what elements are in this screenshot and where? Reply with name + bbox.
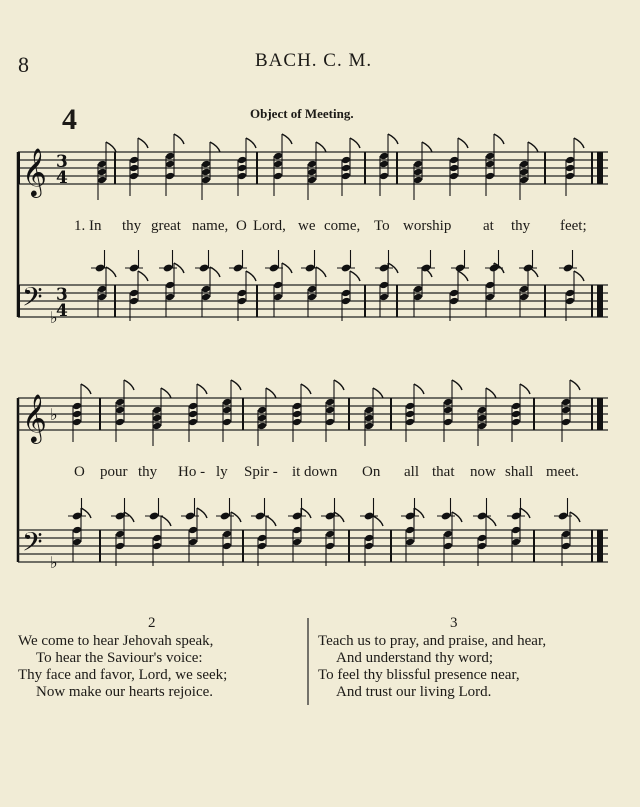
note-flag bbox=[197, 384, 207, 394]
stanza-line: Now make our hearts rejoice. bbox=[36, 684, 214, 700]
flat-icon: ♭ bbox=[50, 308, 58, 327]
note-flag bbox=[161, 388, 171, 398]
note-flag bbox=[81, 384, 91, 394]
stanza-line: Thy face and favor, Lord, we seek; bbox=[18, 667, 228, 683]
bass-clef-icon: 𝄢 bbox=[22, 281, 43, 319]
lyric-syllable: down bbox=[304, 464, 338, 480]
note-flag bbox=[452, 512, 462, 522]
note-flag bbox=[266, 388, 276, 398]
lyric-syllable: come, bbox=[324, 218, 361, 234]
note-flag bbox=[246, 271, 256, 281]
lyric-syllable: O bbox=[74, 464, 85, 480]
note-flag bbox=[246, 138, 256, 148]
stanza-number: 3 bbox=[450, 615, 458, 631]
note-flag bbox=[414, 384, 424, 394]
tune-title: BACH. C. M. bbox=[255, 50, 373, 71]
note-flag bbox=[138, 271, 148, 281]
lyric-syllable: worship bbox=[403, 218, 452, 234]
lyric-syllable: thy bbox=[511, 218, 531, 234]
note-flag bbox=[174, 134, 184, 144]
lyric-syllable: Lord, bbox=[253, 218, 286, 234]
note-flag bbox=[124, 380, 134, 390]
lyric-syllable: meet. bbox=[546, 464, 579, 480]
stanza-line: Teach us to pray, and praise, and hear, bbox=[318, 633, 547, 649]
lyric-syllable: that bbox=[432, 464, 455, 480]
flat-icon: ♭ bbox=[50, 553, 58, 572]
note-flag bbox=[486, 388, 496, 398]
lyric-syllable: now bbox=[470, 464, 496, 480]
flat-icon: ♭ bbox=[50, 405, 58, 424]
lyric-syllable: Ho - bbox=[178, 464, 206, 480]
lyric-syllable: we bbox=[298, 218, 316, 234]
stanza-line: To hear the Saviour's voice: bbox=[36, 650, 203, 666]
stanza-3 bbox=[318, 615, 628, 705]
hymn-subtitle: Object of Meeting. bbox=[250, 106, 354, 121]
note-flag bbox=[350, 138, 360, 148]
note-flag bbox=[494, 134, 504, 144]
note-flag bbox=[422, 142, 432, 152]
time-signature-top: 3 bbox=[56, 152, 68, 172]
lyric-syllable: feet; bbox=[560, 218, 587, 234]
note-flag bbox=[334, 380, 344, 390]
note-flag bbox=[266, 516, 276, 526]
time-signature-top: 3 bbox=[56, 285, 68, 305]
lyric-syllable: name, bbox=[192, 218, 229, 234]
note-flag bbox=[350, 271, 360, 281]
page-number: 8 bbox=[18, 52, 29, 77]
note-flag bbox=[452, 380, 462, 390]
note-flag bbox=[210, 142, 220, 152]
note-flag bbox=[574, 138, 584, 148]
stanza-line: We come to hear Jehovah speak, bbox=[18, 633, 214, 649]
stanza-line: And understand thy word; bbox=[336, 650, 494, 666]
lyric-syllable: ly bbox=[216, 464, 228, 480]
lyric-syllable: On bbox=[362, 464, 381, 480]
note-flag bbox=[574, 271, 584, 281]
note-flag bbox=[282, 134, 292, 144]
lyric-syllable: at bbox=[483, 218, 494, 234]
lyric-syllable: pour bbox=[100, 464, 128, 480]
stanza-number: 2 bbox=[148, 615, 156, 631]
note-flag bbox=[316, 142, 326, 152]
note-flag bbox=[124, 512, 134, 522]
time-signature-bottom: 4 bbox=[56, 301, 68, 321]
note-flag bbox=[373, 388, 383, 398]
lyric-syllable: O bbox=[236, 218, 247, 234]
note-flag bbox=[458, 138, 468, 148]
note-flag bbox=[486, 516, 496, 526]
note-flag bbox=[231, 380, 241, 390]
stanza-line: To feel thy blissful presence near, bbox=[318, 667, 520, 683]
time-signature-bottom: 4 bbox=[56, 168, 68, 188]
note-flag bbox=[388, 134, 398, 144]
note-flag bbox=[458, 271, 468, 281]
note-flag bbox=[570, 512, 580, 522]
lyric-syllable: Spir - bbox=[244, 464, 278, 480]
lyric-syllable: 1. In bbox=[74, 218, 102, 234]
lyric-syllable: To bbox=[374, 218, 390, 234]
bass-clef-icon: 𝄢 bbox=[22, 526, 43, 564]
note-flag bbox=[334, 512, 344, 522]
note-flag bbox=[301, 384, 311, 394]
treble-clef-icon: 𝄞 bbox=[22, 393, 47, 442]
hymn-number: 4 bbox=[62, 103, 77, 136]
lyric-syllable: great bbox=[151, 218, 181, 234]
note-flag bbox=[161, 516, 171, 526]
treble-clef-icon: 𝄞 bbox=[22, 147, 47, 196]
lyric-syllable: thy bbox=[138, 464, 158, 480]
lyric-syllable: shall bbox=[505, 464, 534, 480]
stanza-2 bbox=[18, 615, 308, 705]
note-flag bbox=[106, 142, 116, 152]
note-flag bbox=[570, 380, 580, 390]
note-flag bbox=[282, 263, 292, 273]
note-flag bbox=[520, 384, 530, 394]
note-flag bbox=[528, 142, 538, 152]
lyric-syllable: it bbox=[292, 464, 301, 480]
note-flag bbox=[138, 138, 148, 148]
note-flag bbox=[231, 512, 241, 522]
stanza-line: And trust our living Lord. bbox=[336, 684, 492, 700]
lyric-syllable: all bbox=[404, 464, 419, 480]
lyric-syllable: thy bbox=[122, 218, 142, 234]
note-flag bbox=[373, 516, 383, 526]
